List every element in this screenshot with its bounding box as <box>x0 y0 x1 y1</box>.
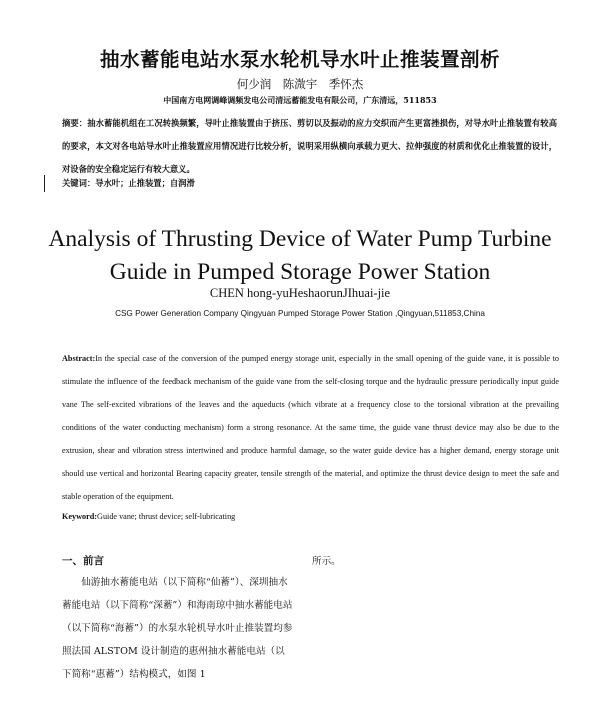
english-title-line2: Guide in Pumped Storage Power Station <box>109 259 491 285</box>
section-heading: 一、前言 <box>62 555 104 567</box>
chinese-keywords <box>62 177 195 189</box>
english-title <box>0 223 600 289</box>
english-abstract-text: In the special case of the conversion of the pumped energy storage unit, especially in the small opening of the guide vane, it is possible to stimulate the influence of the feedback mechanism of the guide vane from the self-closing torque and the hydraulic pressure periodically input guide vane The self-excited vibrations of the leaves and the aqueducts (which vibrate at a frequency close to the torsional vibration at the prevailing conditions of the water conducting mechanism) form a strong resonance. At the same time, the guide vane thrust device may also be due to the extrusion, shear and vibration stress intertwined and produce harmful damage, so the water guide device has a higher demand, energy storage unit should use vertical and horizontal Bearing capacity greater, tensile strength of the material, and optimize the thrust device design to meet the safe and stable operation of the equipment. <box>62 354 559 501</box>
left-column <box>62 571 294 686</box>
english-affiliation: CSG Power Generation Company Qingyuan Pumped Storage Power Station ,Qingyuan,511853,China <box>115 309 485 318</box>
right-column: 所示。 <box>312 556 341 567</box>
chinese-title: 抽水蓄能电站水泵水轮机导水叶止推装置剖析 <box>99 48 500 71</box>
chinese-abstract-text: 抽水蓄能机组在工况转换频繁，导叶止推装置由于挤压、剪切以及振动的应力交织而产生更富挫损伤，对导水叶止推装置有较高的要求，本文对各电站导水叶止推装置应用情况进行比较分析，说明采用纵横向承载力更大、拉伸强度的材质和优化止推装置的设计，对设备的安全稳定运行有较大意义。 <box>62 118 557 174</box>
chinese-keywords-text: 导水叶；止推装置；自润滑 <box>95 178 195 188</box>
chinese-affiliation: 中国南方电网调峰调频发电公司清远蓄能发电有限公司，广东清远，511853 <box>163 95 437 105</box>
english-abstract <box>62 347 559 508</box>
chinese-keywords-label: 关键词： <box>62 178 96 188</box>
english-keywords-label: Keyword: <box>62 512 98 521</box>
english-keywords-text: Guide vane; thrust device; self-lubricating <box>97 512 236 521</box>
english-keywords <box>62 512 235 521</box>
english-title-line1: Analysis of Thrusting Device of Water Pump Turbine <box>48 226 552 252</box>
body-paragraph: 仙游抽水蓄能电站（以下简称“仙蓄”）、深圳抽水蓄能电站（以下简称“深蓄”）和海南琼中抽水蓄能电站（以下简称“海蓄”）的水泵水轮机导水叶止推装置均参照法国 ALSTOM 设计制造的惠州抽水蓄能电站（以下简称“惠蓄”）结构模式，如图 1 <box>62 577 293 680</box>
chinese-abstract <box>62 112 557 181</box>
chinese-authors: 何少润 陈溦宇 季怀杰 <box>236 77 364 91</box>
chinese-abstract-label: 摘要： <box>62 118 88 128</box>
english-authors: CHEN hong-yuHeshaorunJIhuai-jie <box>209 286 391 300</box>
english-abstract-label: Abstract: <box>62 354 96 363</box>
margin-marker <box>44 175 45 192</box>
